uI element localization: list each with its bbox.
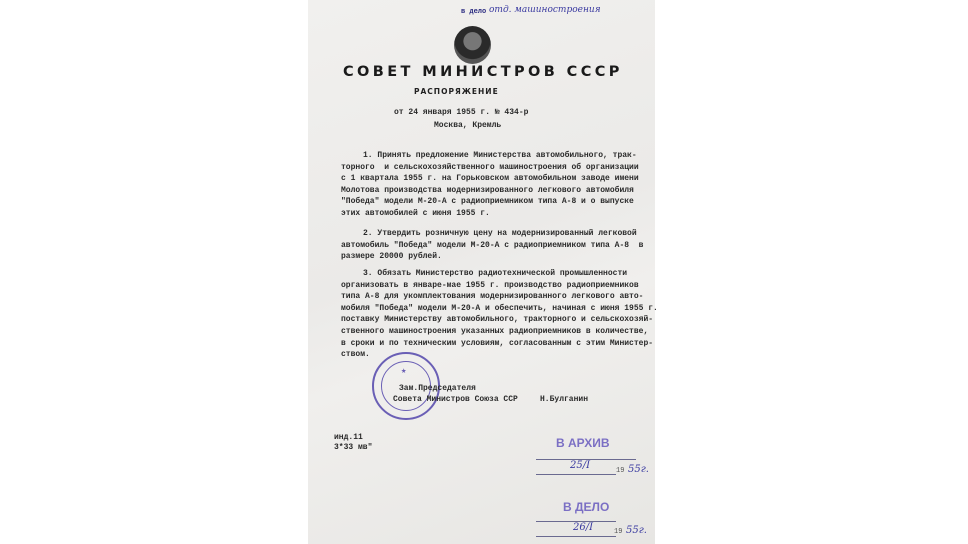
paragraph-2 <box>341 228 643 263</box>
index-line-2: 3*33 мв" <box>334 443 373 452</box>
line: ством. <box>341 350 370 360</box>
ussr-emblem <box>454 26 491 64</box>
file-year: 55г. <box>626 525 647 536</box>
line: типа А-8 для укомплектования модернизированного легкового авто- <box>341 292 644 302</box>
document-date: от 24 января 1955 г. № 434-р <box>394 108 529 117</box>
page-title: СОВЕТ МИНИСТРОВ СССР <box>343 64 623 80</box>
archive-year-prefix: 19 <box>616 467 625 475</box>
line: автомобиль "Победа" модели М-20-А с радиоприемником типа А-8 в <box>341 240 644 250</box>
paragraph-1 <box>341 150 639 220</box>
archive-year: 55г. <box>628 464 649 475</box>
document-page <box>308 0 658 544</box>
routing-note: в дело <box>461 8 487 16</box>
file-date: 26/I <box>573 522 594 533</box>
line: размере 20000 рублей. <box>341 252 442 262</box>
routing-note-handwritten: отд. машиностроения <box>489 5 601 15</box>
signatory-position-2: Совета Министров Союза ССР <box>393 395 518 404</box>
line: "Победа" модели М-20-А с радиоприемником типа А-8 и о выпуске <box>341 197 634 207</box>
line: организовать в январе-мае 1955 г. производство радиоприемников <box>341 280 639 290</box>
paragraph-3 <box>341 268 658 361</box>
file-year-prefix: 19 <box>614 528 623 536</box>
line: этих автомобилей с июня 1955 г. <box>341 208 490 218</box>
line: в сроки и по техническим условиям, согласованным с этим Министер- <box>341 338 654 348</box>
signatory-position-1: Зам.Председателя <box>399 384 476 393</box>
line: торного и сельскохозяйственного машиностроения об организации <box>341 162 639 172</box>
official-seal: ★ <box>372 352 440 420</box>
archive-stamp-label: В АРХИВ <box>556 436 610 450</box>
index-line-1: инд.11 <box>334 433 363 442</box>
line: 3. Обязать Министерство радиотехнической промышленности <box>363 269 628 278</box>
line: Молотова производства модернизированного легкового автомобиля <box>341 185 634 195</box>
line: мобиля "Победа" модели М-20-А и обеспечить, начиная с июня 1955 г. <box>341 303 658 313</box>
document-place: Москва, Кремль <box>434 121 502 130</box>
line: 2. Утвердить розничную цену на модернизированный легковой <box>363 229 637 238</box>
signatory-name: Н.Булганин <box>540 395 589 404</box>
line: 1. Принять предложение Министерства автомобильного, трак- <box>363 151 637 160</box>
line: поставку Министерству автомобильного, тракторного и сельскохозяй- <box>341 315 654 325</box>
line: с 1 квартала 1955 г. на Горьковском автомобильном заводе имени <box>341 174 639 184</box>
line: ственного машиностроения указанных радиоприемников в количестве, <box>341 326 649 336</box>
document-type: РАСПОРЯЖЕНИЕ <box>414 87 499 96</box>
archive-date: 25/I <box>570 460 591 471</box>
file-stamp-label: В ДЕЛО <box>563 500 610 514</box>
